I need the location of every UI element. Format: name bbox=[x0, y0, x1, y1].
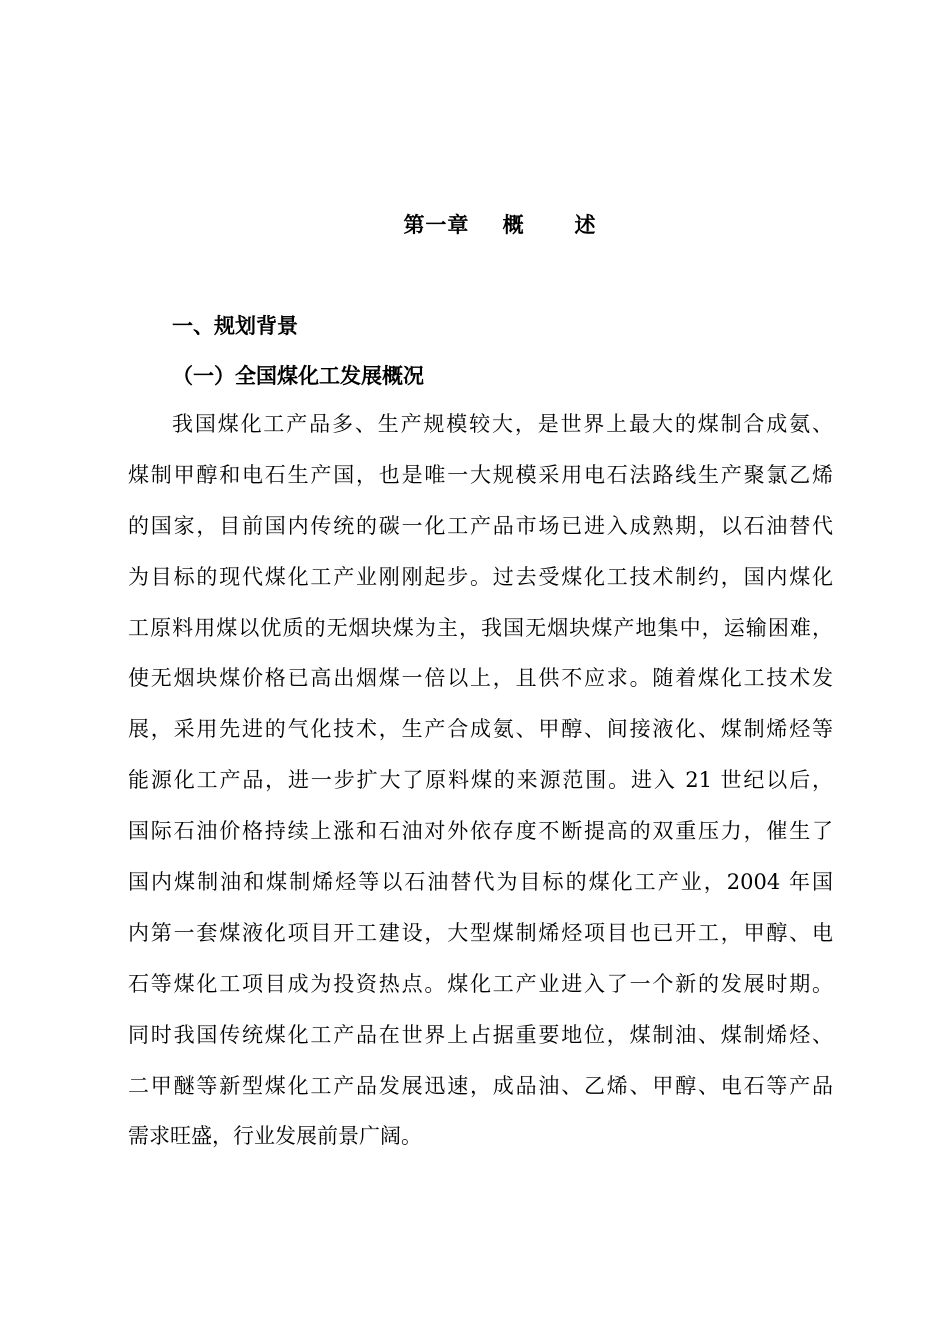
body-paragraph bbox=[128, 406, 833, 1169]
paragraph-line: 同时我国传统煤化工产品在世界上占据重要地位，煤制油、煤制烯烃、 bbox=[128, 1022, 833, 1047]
paragraph-line: 二甲醚等新型煤化工产品发展迅速，成品油、乙烯、甲醇、电石等产品 bbox=[128, 1073, 833, 1098]
paragraph-line: 我国煤化工产品多、生产规模较大，是世界上最大的煤制合成氨、 bbox=[172, 412, 833, 436]
paragraph-line: 能源化工产品，进一步扩大了原料煤的来源范围。进入 21 世纪以后， bbox=[128, 768, 833, 793]
paragraph-line: 使无烟块煤价格已高出烟煤一倍以上，且供不应求。随着煤化工技术发 bbox=[128, 666, 833, 691]
subsection-heading: （一）全国煤化工发展概况 bbox=[172, 363, 424, 388]
paragraph-line: 内第一套煤液化项目开工建设，大型煤制烯烃项目也已开工，甲醇、电 bbox=[128, 920, 833, 945]
section-heading: 一、规划背景 bbox=[172, 313, 298, 338]
paragraph-line: 为目标的现代煤化工产业刚刚起步。过去受煤化工技术制约，国内煤化 bbox=[128, 564, 833, 589]
chapter-title: 第一章 概 述 bbox=[403, 212, 597, 237]
paragraph-line: 需求旺盛，行业发展前景广阔。 bbox=[128, 1124, 422, 1149]
paragraph-line: 煤制甲醇和电石生产国，也是唯一大规模采用电石法路线生产聚氯乙烯 bbox=[128, 462, 833, 487]
paragraph-line: 工原料用煤以优质的无烟块煤为主，我国无烟块煤产地集中，运输困难， bbox=[128, 615, 833, 640]
paragraph-line: 展，采用先进的气化技术，生产合成氨、甲醇、间接液化、煤制烯烃等 bbox=[128, 717, 833, 742]
paragraph-line: 国内煤制油和煤制烯烃等以石油替代为目标的煤化工产业，2004 年国 bbox=[128, 870, 833, 895]
paragraph-line: 石等煤化工项目成为投资热点。煤化工产业进入了一个新的发展时期。 bbox=[128, 971, 833, 996]
paragraph-line: 的国家，目前国内传统的碳一化工产品市场已进入成熟期，以石油替代 bbox=[128, 513, 833, 538]
paragraph-line: 国际石油价格持续上涨和石油对外依存度不断提高的双重压力，催生了 bbox=[128, 819, 833, 844]
